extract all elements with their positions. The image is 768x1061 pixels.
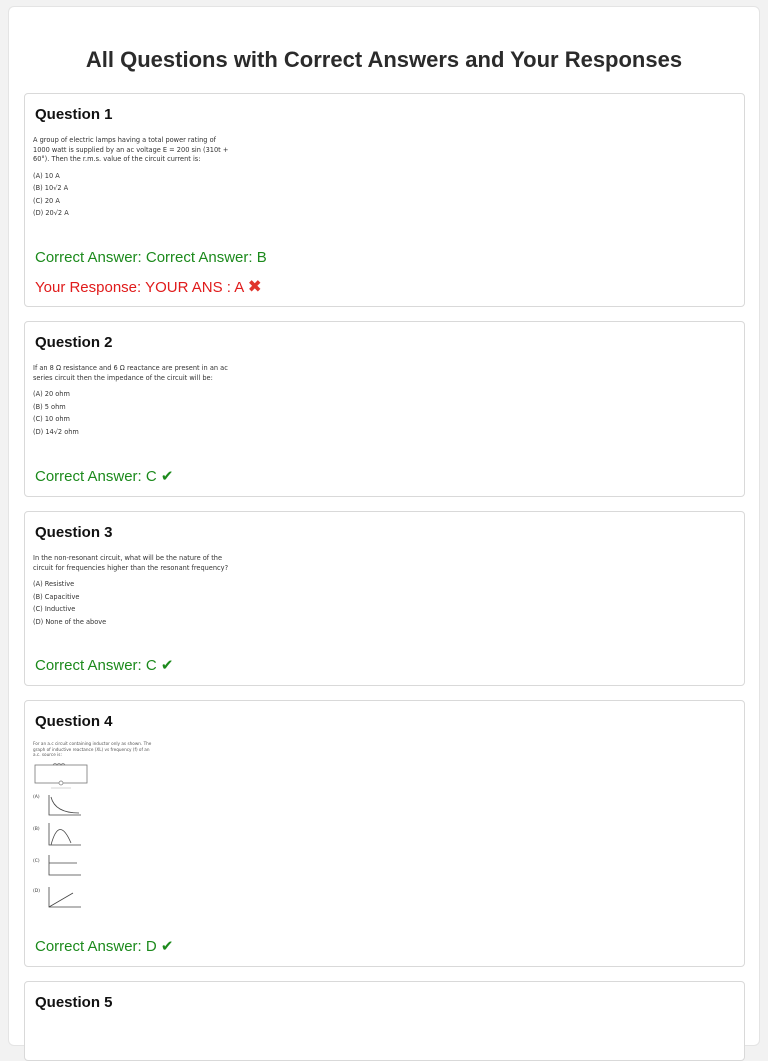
check-icon: ✔ (160, 938, 174, 955)
graph-option-c (45, 853, 85, 879)
option-a: (A) (33, 794, 40, 800)
question-stem: A group of electric lamps having a total power rating of 1000 watt is supplied by an ac voltage E = 200 sin (310t + 60°). Then the r.m.s. value of the circuit current is: (33, 136, 229, 164)
correct-answer-text: Correct Answer: C (35, 657, 157, 674)
option-d: (D) 14√2 ohm (33, 427, 79, 436)
question-card (24, 93, 745, 307)
option-a: (A) 20 ohm (33, 390, 70, 399)
option-c: (C) 20 A (33, 196, 60, 205)
graph-option-d (45, 885, 85, 911)
question-stem: If an 8 Ω resistance and 6 Ω reactance are present in an ac series circuit then the impedance of the circuit will be: (33, 364, 228, 382)
option-c: (C) Inductive (33, 605, 76, 614)
question-image (33, 364, 229, 438)
your-response (35, 277, 262, 297)
question-title: Question 2 (35, 334, 113, 351)
question-card (24, 511, 745, 686)
question-stem: In the non-resonant circuit, what will be the nature of the circuit for frequencies higher than the resonant frequency? (33, 554, 229, 572)
results-sheet (8, 6, 760, 1046)
correct-answer (35, 467, 173, 485)
question-card (24, 981, 745, 1061)
option-d: (D) None of the above (33, 617, 107, 626)
question-card (24, 321, 745, 497)
option-c: (C) (33, 858, 40, 864)
question-image (33, 136, 229, 220)
your-response-text: Your Response: YOUR ANS : A (35, 279, 244, 296)
correct-answer (35, 249, 267, 266)
question-image (33, 554, 229, 628)
page-title: All Questions with Correct Answers and Your Responses (85, 47, 683, 72)
question-card (24, 700, 745, 967)
correct-answer-text: Correct Answer: Correct Answer: B (35, 249, 267, 266)
option-b: (B) 5 ohm (33, 402, 66, 411)
graph-option-a (45, 793, 85, 819)
check-icon: ✔ (160, 468, 174, 485)
option-b: (B) (33, 826, 40, 832)
question-title: Question 1 (35, 106, 113, 123)
check-icon: ✔ (160, 657, 174, 674)
question-title: Question 4 (35, 713, 113, 730)
correct-answer (35, 656, 173, 674)
question-title: Question 3 (35, 524, 113, 541)
option-a: (A) Resistive (33, 580, 75, 589)
correct-answer-text: Correct Answer: C (35, 468, 157, 485)
option-d: (D) (33, 888, 40, 894)
option-b: (B) Capacitive (33, 592, 80, 601)
correct-answer (35, 937, 173, 955)
question-stem: For an a.c circuit containing inductor only as shown. The graph of inductive reactance (XL) vs frequency (f) of an a.c. source is: (33, 741, 152, 757)
circuit-diagram (33, 761, 93, 791)
correct-answer-text: Correct Answer: D (35, 938, 157, 955)
graph-option-b (45, 821, 85, 849)
option-c: (C) 10 ohm (33, 415, 70, 424)
option-b: (B) 10√2 A (33, 184, 69, 193)
cross-icon: ✖ (247, 277, 262, 296)
question-title: Question 5 (35, 994, 113, 1011)
question-image (33, 741, 153, 921)
option-a: (A) 10 A (33, 171, 60, 180)
option-d: (D) 20√2 A (33, 209, 69, 218)
